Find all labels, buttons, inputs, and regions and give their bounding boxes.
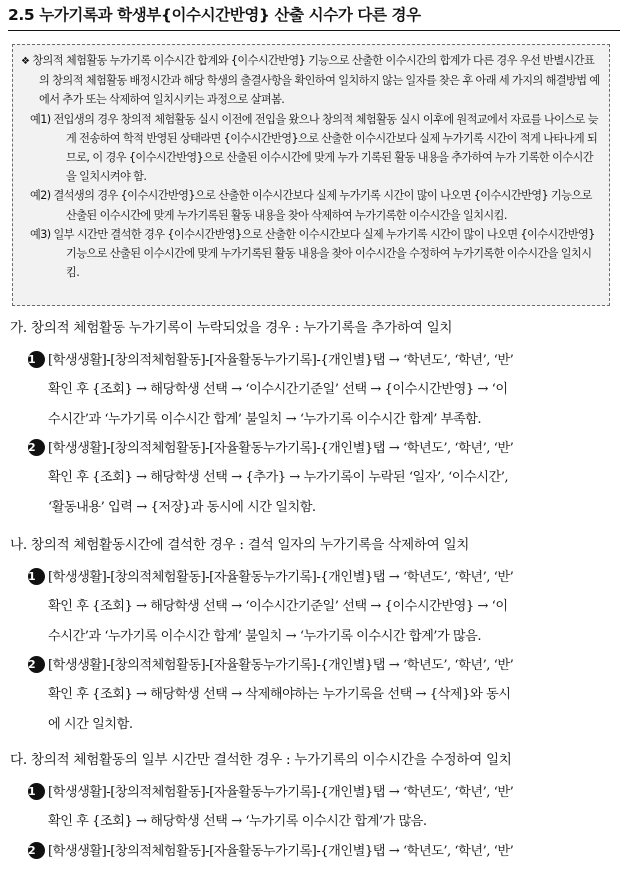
example-1-label: 예1) [30, 112, 51, 126]
example-3-text: 일부 시간만 결석한 경우 {이수시간반영}으로 산출한 이수시간보다 실제 누가기록 시간이 많이 나오면 {이수시간반영} 기능으로 산출된 이수시간에 맞게 누가기록된 활동 내용을 찾아 이수시간을 수정하여 누가기록한 이수시간을 일치시킴. [53, 227, 595, 280]
step-line: ‘활동내용’ 입력 → {저장}과 동시에 시간 일치함. [48, 499, 316, 515]
example-2-text: 결석생의 경우 {이수시간반영}으로 산출한 이수시간보다 실제 누가기록 시간이 많이 나오면 {이수시간반영} 기능으로 산출된 이수시간에 맞게 누가기록된 활동 내용을 찾아 삭제하여 누가기록한 이수시간을 일치시킴. [53, 189, 592, 222]
example-1-text: 전입생의 경우 창의적 체험활동 실시 이전에 전입을 왔으나 창의적 체험활동 실시 이후에 원적교에서 자료를 나이스로 늦게 전송하여 학적 반영된 상태라면 {이수시간반영}으로 산출한 이수시간보다 실제 누가기록 시간이 적게 나타나게 되므로, 이 경우 {이수시간반영}으로 산출된 이수시간에 맞게 누가 기록된 활동 내용을 추가하여 누가 기록한 이수시간을 일치시켜야 함. [53, 112, 598, 184]
step-line: 확인 후 {조회} → 해당학생 선택 → ‘누가기록 이수시간 합계’가 많음. [48, 814, 427, 830]
note-example-3 [21, 225, 601, 283]
step-line: 수시간’과 ‘누가기록 이수시간 합계’ 불일치 → ‘누가기록 이수시간 합계’ 부족함. [48, 411, 482, 427]
step-number-badge: 2 [28, 842, 45, 859]
step-line: 확인 후 {조회} → 해당학생 선택 → {추가} → 누가기록이 누락된 ‘일자’, ‘이수시간’, [48, 470, 509, 486]
section-heading-da: 다. 창의적 체험활동의 일부 시간만 결석한 경우 : 누가기록의 이수시간을 수정하여 일치 [10, 752, 512, 768]
step-line [28, 837, 614, 866]
step-item [28, 651, 614, 739]
step-text: [학생생활]-[창의적체험활동]-[자율활동누가기록]-{개인별}탭 → ‘학년도’, ‘학년’, ‘반’ [48, 844, 514, 859]
step-line: 확인 후 {조회} → 해당학생 선택 → 삭제해야하는 누가기록을 선택 → {삭제}와 동시 [48, 687, 511, 703]
step-line [28, 778, 614, 807]
step-number-badge: 1 [28, 568, 45, 585]
section-heading-ga: 가. 창의적 체험활동 누가기록이 누락되었을 경우 : 누가기록을 추가하여 일치 [10, 320, 453, 336]
step-line [28, 651, 614, 680]
step-line: 에 시간 일치함. [48, 716, 133, 732]
note-box [12, 44, 610, 306]
step-item [28, 563, 614, 651]
step-line: 확인 후 {조회} → 해당학생 선택 → ‘이수시간기준일’ 선택 → {이수시간반영} → ‘이 [48, 599, 508, 615]
step-number-badge: 1 [28, 351, 45, 368]
step-line [28, 434, 614, 463]
step-text: [학생생활]-[창의적체험활동]-[자율활동누가기록]-{개인별}탭 → ‘학년도’, ‘학년’, ‘반’ [48, 441, 514, 456]
section-title: 2.5 누가기록과 학생부{이수시간반영} 산출 시수가 다른 경우 [8, 4, 620, 31]
note-intro [21, 51, 601, 110]
step-number-badge: 2 [28, 439, 45, 456]
step-line [28, 563, 614, 592]
step-text: [학생생활]-[창의적체험활동]-[자율활동누가기록]-{개인별}탭 → ‘학년도’, ‘학년’, ‘반’ [48, 353, 514, 368]
step-text: [학생생활]-[창의적체험활동]-[자율활동누가기록]-{개인별}탭 → ‘학년도’, ‘학년’, ‘반’ [48, 658, 514, 673]
step-text: [학생생활]-[창의적체험활동]-[자율활동누가기록]-{개인별}탭 → ‘학년도’, ‘학년’, ‘반’ [48, 570, 514, 585]
step-line: 확인 후 {조회} → 해당학생 선택 → ‘이수시간기준일’ 선택 → {이수시간반영} → ‘이 [48, 382, 508, 398]
step-item [28, 434, 614, 522]
step-line: 수시간’과 ‘누가기록 이수시간 합계’ 불일치 → ‘누가기록 이수시간 합계’가 많음. [48, 628, 482, 644]
note-example-2 [21, 186, 601, 224]
step-number-badge: 1 [28, 783, 45, 800]
step-number-badge: 2 [28, 656, 45, 673]
step-line [28, 346, 614, 375]
example-3-label: 예3) [30, 227, 51, 241]
diamond-bullet-icon: ❖ [21, 56, 30, 67]
section-heading-na: 나. 창의적 체험활동시간에 결석한 경우 : 결석 일자의 누가기록을 삭제하여 일치 [10, 537, 470, 553]
step-item [28, 837, 614, 866]
note-intro-text: 창의적 체험활동 누가기록 이수시간 합계와 {이수시간반영} 기능으로 산출한 이수시간의 합계가 다른 경우 우선 반별시간표의 창의적 체험활동 배정시간과 해당 학생의 출결사항을 확인하여 일치하지 않는 일자를 찾은 후 아래 세 가지의 해결방법 예에서 추가 또는 삭제하여 일치시키는 과정으로 살펴봄. [32, 54, 600, 107]
step-item [28, 778, 614, 837]
example-2-label: 예2) [30, 189, 51, 203]
step-text: [학생생활]-[창의적체험활동]-[자율활동누가기록]-{개인별}탭 → ‘학년도’, ‘학년’, ‘반’ [48, 785, 514, 800]
step-item [28, 346, 614, 434]
note-example-1 [21, 110, 601, 187]
